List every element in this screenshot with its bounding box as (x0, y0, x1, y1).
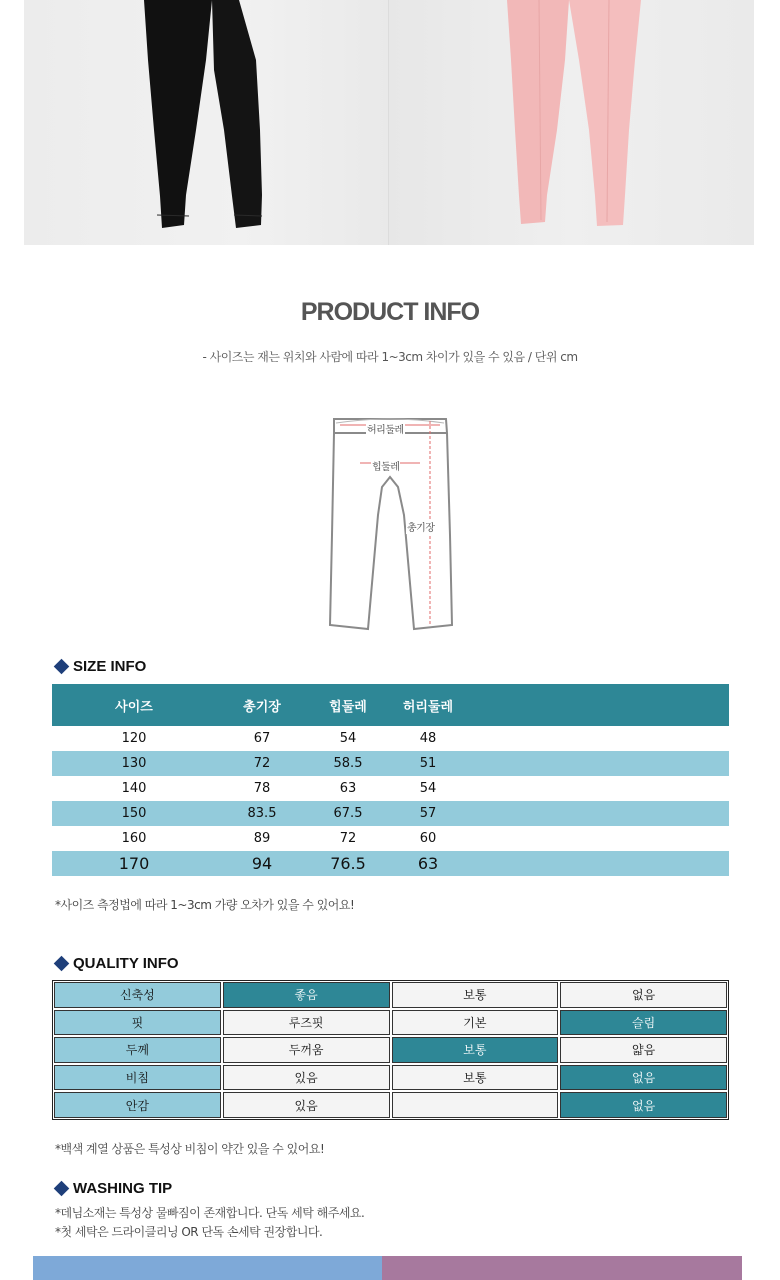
length-cell: 83.5 (247, 806, 277, 821)
product-info-title: PRODUCT INFO (300, 298, 480, 326)
table-row (52, 726, 729, 751)
quality-option: 없음 (560, 982, 727, 1008)
hip-cell: 63 (339, 781, 357, 796)
black-leggings-photo (24, 0, 389, 245)
quality-table (52, 980, 729, 1120)
diamond-icon (54, 659, 70, 675)
quality-row-thickness (53, 1036, 728, 1064)
waist-cell: 57 (419, 806, 437, 821)
header-length: 총기장 (243, 699, 281, 715)
quality-option: 루즈핏 (223, 1010, 390, 1036)
size-note: *사이즈 측정법에 따라 1~3cm 가량 오차가 있을 수 있어요! (55, 898, 355, 912)
quality-row-lining (53, 1091, 728, 1119)
quality-label: 비침 (54, 1065, 221, 1091)
size-cell: 120 (121, 731, 147, 746)
waist-cell: 48 (419, 731, 437, 746)
size-cell: 140 (121, 781, 147, 796)
quality-option: 없음 (560, 1065, 727, 1091)
header-size: 사이즈 (115, 699, 153, 715)
washing-tip-heading (54, 1180, 172, 1197)
quality-info-heading-text: QUALITY INFO (73, 955, 179, 972)
hip-cell: 58.5 (333, 756, 363, 771)
hip-cell: 67.5 (333, 806, 363, 821)
quality-row-fit (53, 1009, 728, 1037)
quality-option: 있음 (223, 1092, 390, 1118)
waist-cell: 63 (417, 854, 439, 873)
size-cell: 130 (121, 756, 147, 771)
length-cell: 78 (253, 781, 271, 796)
quality-option: 있음 (223, 1065, 390, 1091)
pink-leggings-photo (389, 0, 754, 245)
size-info-heading (54, 658, 146, 675)
quality-note: *백색 계열 상품은 특성상 비침이 약간 있을 수 있어요! (55, 1142, 325, 1156)
length-label: 총기장 (406, 519, 435, 534)
quality-row-sheerness (53, 1064, 728, 1092)
length-cell: 89 (253, 831, 271, 846)
size-table (52, 684, 729, 876)
quality-label: 신축성 (54, 982, 221, 1008)
size-cell: 170 (118, 854, 150, 873)
quality-option: 두꺼움 (223, 1037, 390, 1063)
quality-option: 좋음 (223, 982, 390, 1008)
waist-cell: 51 (419, 756, 437, 771)
size-info-heading-text: SIZE INFO (73, 658, 147, 675)
quality-option: 기본 (392, 1010, 559, 1036)
washing-tip-line: *첫 세탁은 드라이클리닝 OR 단독 손세탁 권장합니다. (55, 1225, 323, 1239)
quality-option: 보통 (392, 1065, 559, 1091)
length-cell: 94 (251, 854, 273, 873)
product-photos (24, 0, 754, 245)
pants-outline-icon (320, 405, 460, 640)
quality-label: 안감 (54, 1092, 221, 1118)
size-cell: 150 (121, 806, 147, 821)
table-row (52, 826, 729, 851)
quality-option: 보통 (392, 1037, 559, 1063)
hip-cell: 54 (339, 731, 357, 746)
product-info-note: - 사이즈는 재는 위치와 사람에 따라 1~3cm 차이가 있을 수 있음 / 단위 cm (202, 350, 578, 364)
length-cell: 67 (253, 731, 271, 746)
bottom-bar-purple (382, 1256, 742, 1280)
quality-option (392, 1092, 559, 1118)
table-row (52, 751, 729, 776)
table-row (52, 801, 729, 826)
diamond-icon (54, 956, 70, 972)
waist-label: 허리둘레 (366, 421, 405, 436)
bottom-bar-blue (33, 1256, 382, 1280)
quality-row-elasticity (53, 981, 728, 1009)
hip-cell: 72 (339, 831, 357, 846)
quality-option: 보통 (392, 982, 559, 1008)
quality-label: 두께 (54, 1037, 221, 1063)
hip-cell: 76.5 (330, 854, 366, 873)
diamond-icon (54, 1181, 70, 1197)
quality-option: 없음 (560, 1092, 727, 1118)
table-row (52, 776, 729, 801)
washing-tip-line: *데님소재는 특성상 물빠짐이 존재합니다. 단독 세탁 해주세요. (55, 1206, 365, 1220)
header-waist: 허리둘레 (402, 699, 454, 715)
waist-cell: 60 (419, 831, 437, 846)
washing-tip-heading-text: WASHING TIP (73, 1180, 173, 1197)
quality-option: 얇음 (560, 1037, 727, 1063)
size-table-header (52, 684, 729, 726)
size-cell: 160 (121, 831, 147, 846)
header-hip: 힙둘레 (329, 699, 367, 715)
hip-label: 힙둘레 (371, 458, 400, 473)
table-row (52, 851, 729, 876)
quality-info-heading (54, 955, 179, 972)
length-cell: 72 (253, 756, 271, 771)
quality-label: 핏 (54, 1010, 221, 1036)
quality-option: 슬림 (560, 1010, 727, 1036)
waist-cell: 54 (419, 781, 437, 796)
measurement-diagram (320, 405, 460, 640)
